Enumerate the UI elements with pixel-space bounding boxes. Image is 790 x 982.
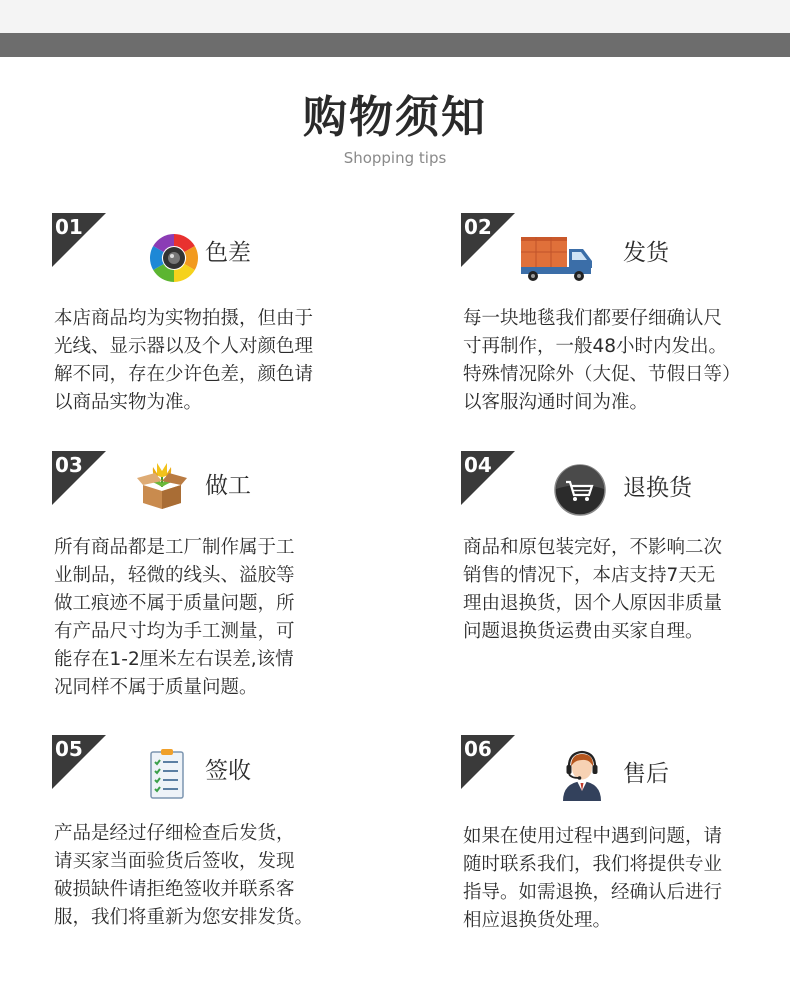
section-color-difference [52, 213, 382, 433]
section-body: 所有商品都是工厂制作属于工 业制品，轻微的线头、溢胶等 做工痕迹不属于质量问题，所 有产品尺寸均为手工测量，可 能存在1-2厘米左右误差,该情 况同样不属于质量问题。 [54, 537, 295, 698]
page-subtitle: Shopping tips [343, 149, 447, 167]
section-number-badge [461, 213, 515, 267]
section-body: 产品是经过仔细检查后发货， 请买家当面验货后签收，发现 破损缺件请拒绝签收并联系客 服，我们将重新为您安排发货。 [54, 823, 314, 928]
section-number-badge [461, 735, 515, 789]
shopping-cart-icon [553, 463, 607, 517]
section-number-badge [52, 735, 106, 789]
section-number-badge [52, 451, 106, 505]
section-title: 签收 [205, 758, 251, 784]
section-number-badge [461, 451, 515, 505]
section-number: 04 [464, 453, 492, 477]
customer-service-headset-icon [555, 747, 609, 801]
section-title: 色差 [205, 240, 251, 266]
section-title: 退换货 [623, 475, 692, 501]
delivery-truck-icon [519, 231, 597, 285]
section-title: 做工 [205, 473, 251, 499]
section-body: 每一块地毯我们都要仔细确认尺 寸再制作，一般48小时内发出。 特殊情况除外（大促、节假日等） 以客服沟通时间为准。 [463, 308, 741, 413]
section-number: 03 [55, 453, 83, 477]
section-workmanship [52, 451, 382, 698]
section-body: 如果在使用过程中遇到问题，请 随时联系我们，我们将提供专业 指导。如需退换，经确认后进行 相应退换货处理。 [463, 826, 723, 931]
section-number: 06 [464, 737, 492, 761]
top-gray-bar [0, 33, 790, 57]
color-wheel-camera-icon [147, 231, 201, 285]
top-light-strip [0, 0, 790, 33]
section-title: 发货 [623, 240, 669, 266]
section-title: 售后 [623, 761, 669, 787]
section-body: 商品和原包装完好，不影响二次 销售的情况下，本店支持7天无 理由退换货，因个人原因非质量 问题退换货运费由买家自理。 [463, 537, 723, 642]
open-box-tulip-icon [135, 457, 189, 511]
section-returns [461, 451, 790, 671]
page-title: 购物须知 [303, 92, 487, 143]
section-number: 02 [464, 215, 492, 239]
section-shipping [461, 213, 790, 433]
section-signing [52, 735, 382, 955]
section-after-sales [461, 735, 790, 955]
checklist-clipboard-icon [140, 747, 194, 801]
section-body: 本店商品均为实物拍摄，但由于 光线、显示器以及个人对颜色理 解不同，存在少许色差，颜色请 以商品实物为准。 [54, 308, 314, 413]
section-number-badge [52, 213, 106, 267]
section-number: 01 [55, 215, 83, 239]
section-number: 05 [55, 737, 83, 761]
